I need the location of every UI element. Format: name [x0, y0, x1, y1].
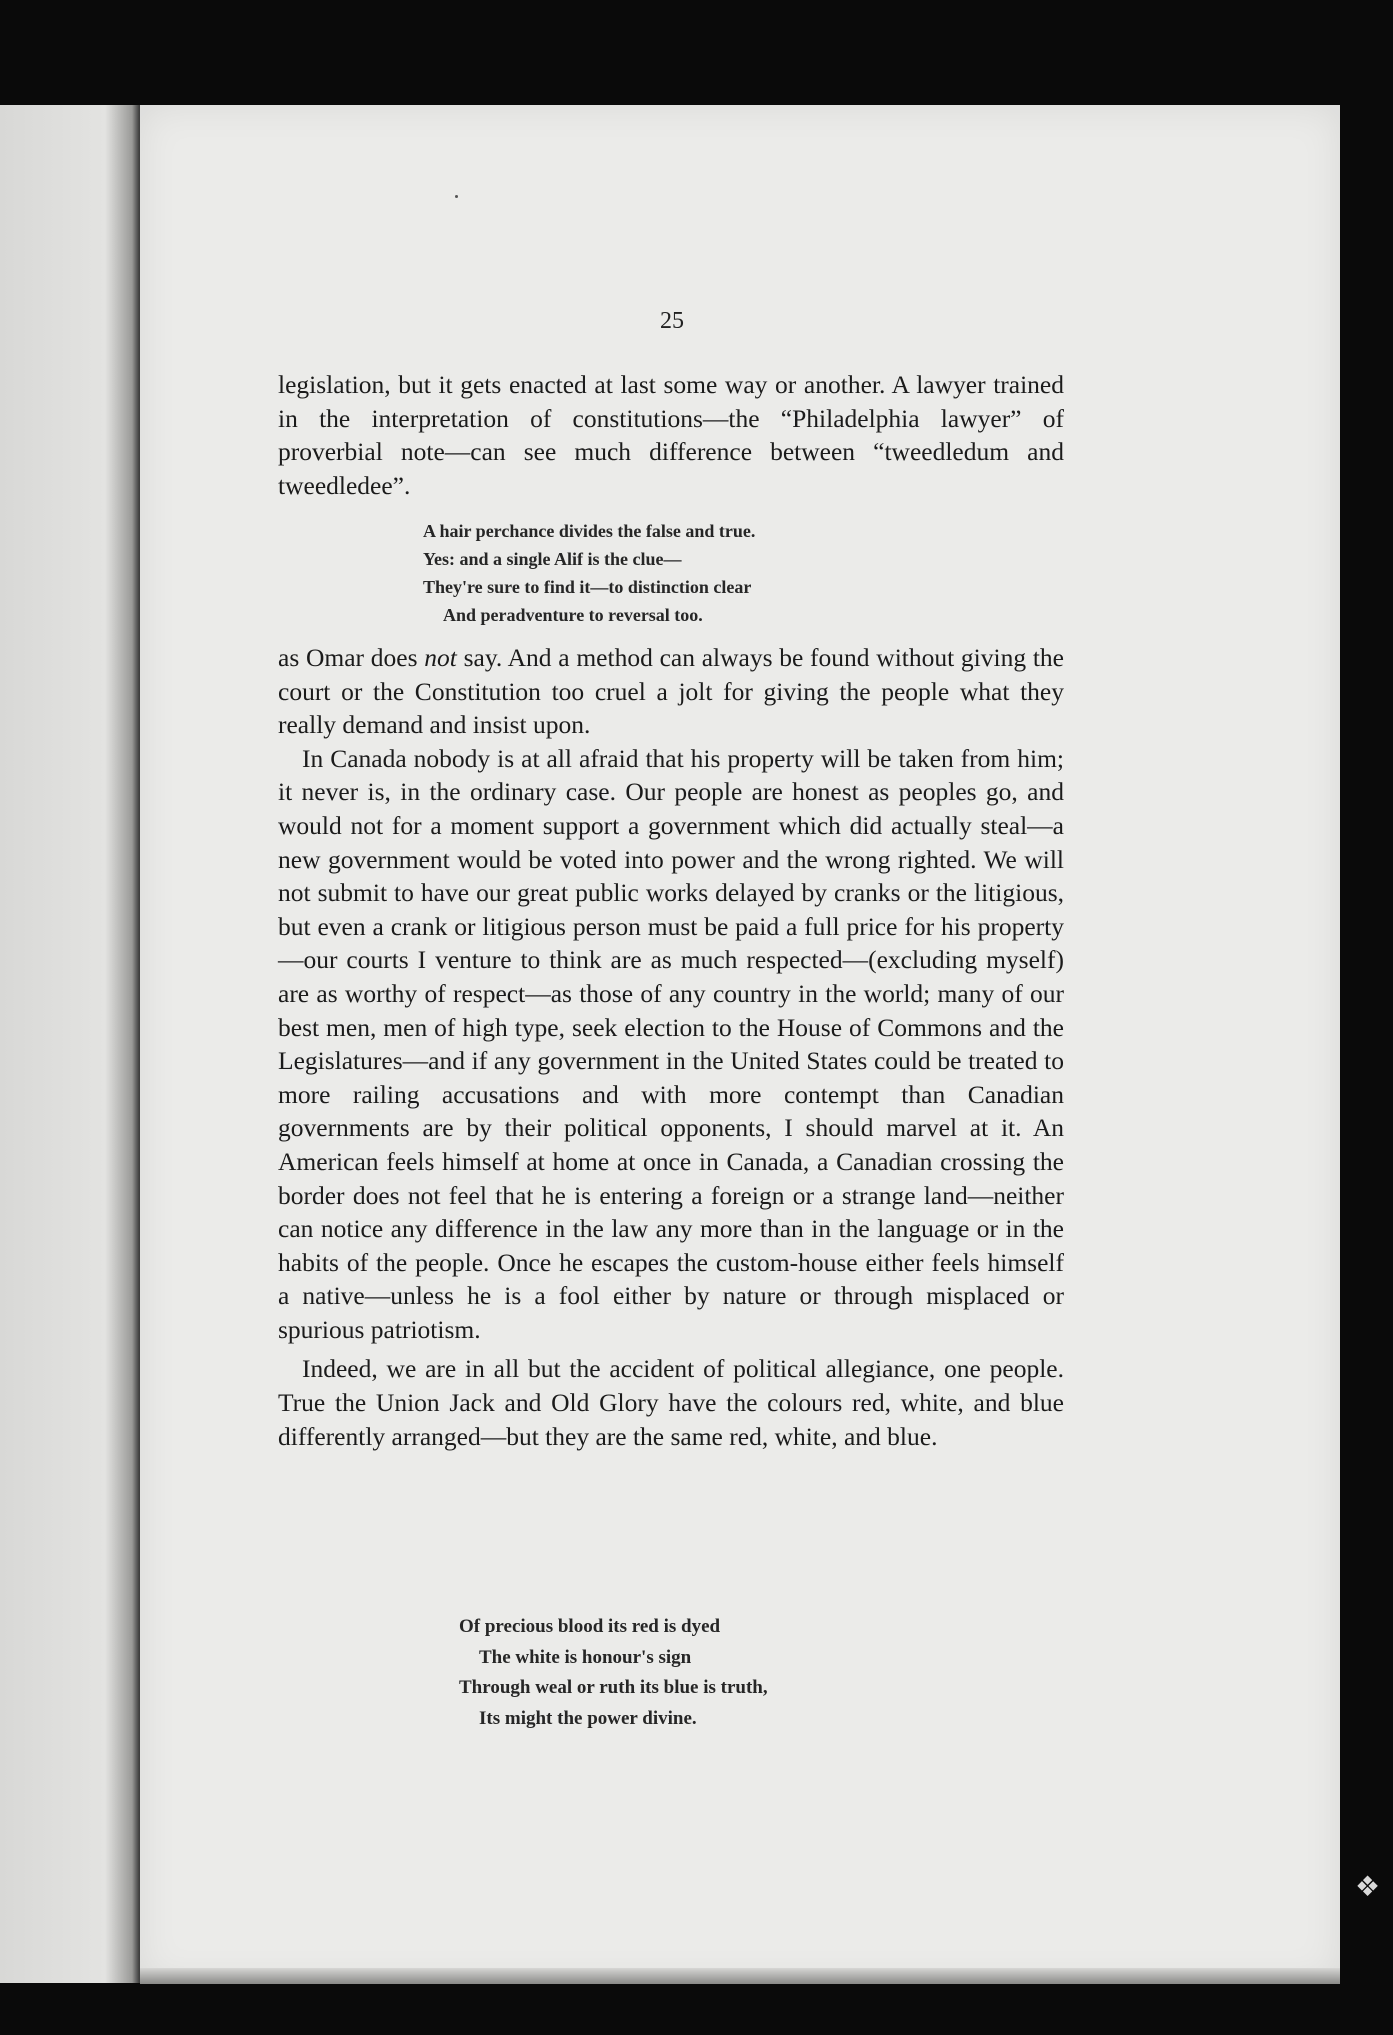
emphasis-not: not	[424, 643, 457, 672]
verse-line: And peradventure to reversal too.	[443, 605, 703, 625]
speck-mark	[455, 195, 458, 198]
verse-line: A hair perchance divides the false and true.	[423, 521, 756, 541]
verse-line: Its might the power divine.	[479, 1707, 697, 1729]
verse-line: The white is honour's sign	[479, 1646, 692, 1668]
paragraph-legislation: legislation, but it gets enacted at last some way or another. A lawyer trained in the interpretation of constitutions—the “Philadelphia lawyer” of proverbial note—can see much difference between “tweedledum and tweedledee”.	[278, 370, 1064, 500]
scan-mark-icon: ❖	[1355, 1872, 1381, 1903]
paragraph-one-people: Indeed, we are in all but the accident of political allegiance, one people. True the Union Jack and Old Glory have the colours red, white, and blue differently arranged—but they are the same red, white, and blue.	[278, 1354, 1064, 1451]
page-number: 25	[660, 308, 684, 334]
verse-flag	[459, 1612, 768, 1734]
paragraph-omar-end: say. And a method can always be found without giving the court or the Constitution too cruel a jolt for giving the people what they really demand and insist upon.	[278, 643, 1064, 740]
paragraph-omar	[278, 641, 1064, 742]
book-gutter	[0, 105, 150, 1983]
verse-line: Of precious blood its red is dyed	[459, 1616, 721, 1637]
verse-line: They're sure to find it—to distinction clear	[423, 577, 752, 597]
page-bottom-edge	[140, 1968, 1340, 1984]
text-block-main	[278, 641, 1064, 1453]
paragraph-canada: In Canada nobody is at all afraid that his property will be taken from him; it never is, in the ordinary case. Our people are honest as peoples go, and would not for a moment support a government which did actually steal—a new government would be voted into power and the wrong righted. We will not submit to have our great public works delayed by cranks or the litigious, but even a crank or litigious person must be paid a full price for his property—our courts I venture to think are as much respected—(excluding myself) are as worthy of respect—as those of any country in the world; many of our best men, men of high type, seek election to the House of Commons and the Legislatures—and if any government in the United States could be treated to more railing accusations and with more contempt than Canadian governments are by their political opponents, I should marvel at it. An American feels himself at home at once in Canada, a Canadian crossing the border does not feel that he is entering a foreign or a strange land—neither can notice any difference in the law any more than in the language or in the habits of the people. Once he escapes the custom-house either feels himself a native—unless he is a fool either by nature or through misplaced or spurious patriotism.	[278, 743, 1064, 1344]
verse-line: Yes: and a single Alif is the clue—	[423, 549, 682, 569]
verse-line: Through weal or ruth its blue is truth,	[459, 1677, 768, 1698]
text-block-top	[278, 368, 1064, 502]
verse-omar	[423, 517, 755, 629]
paragraph-omar-start: as Omar does	[278, 643, 425, 672]
